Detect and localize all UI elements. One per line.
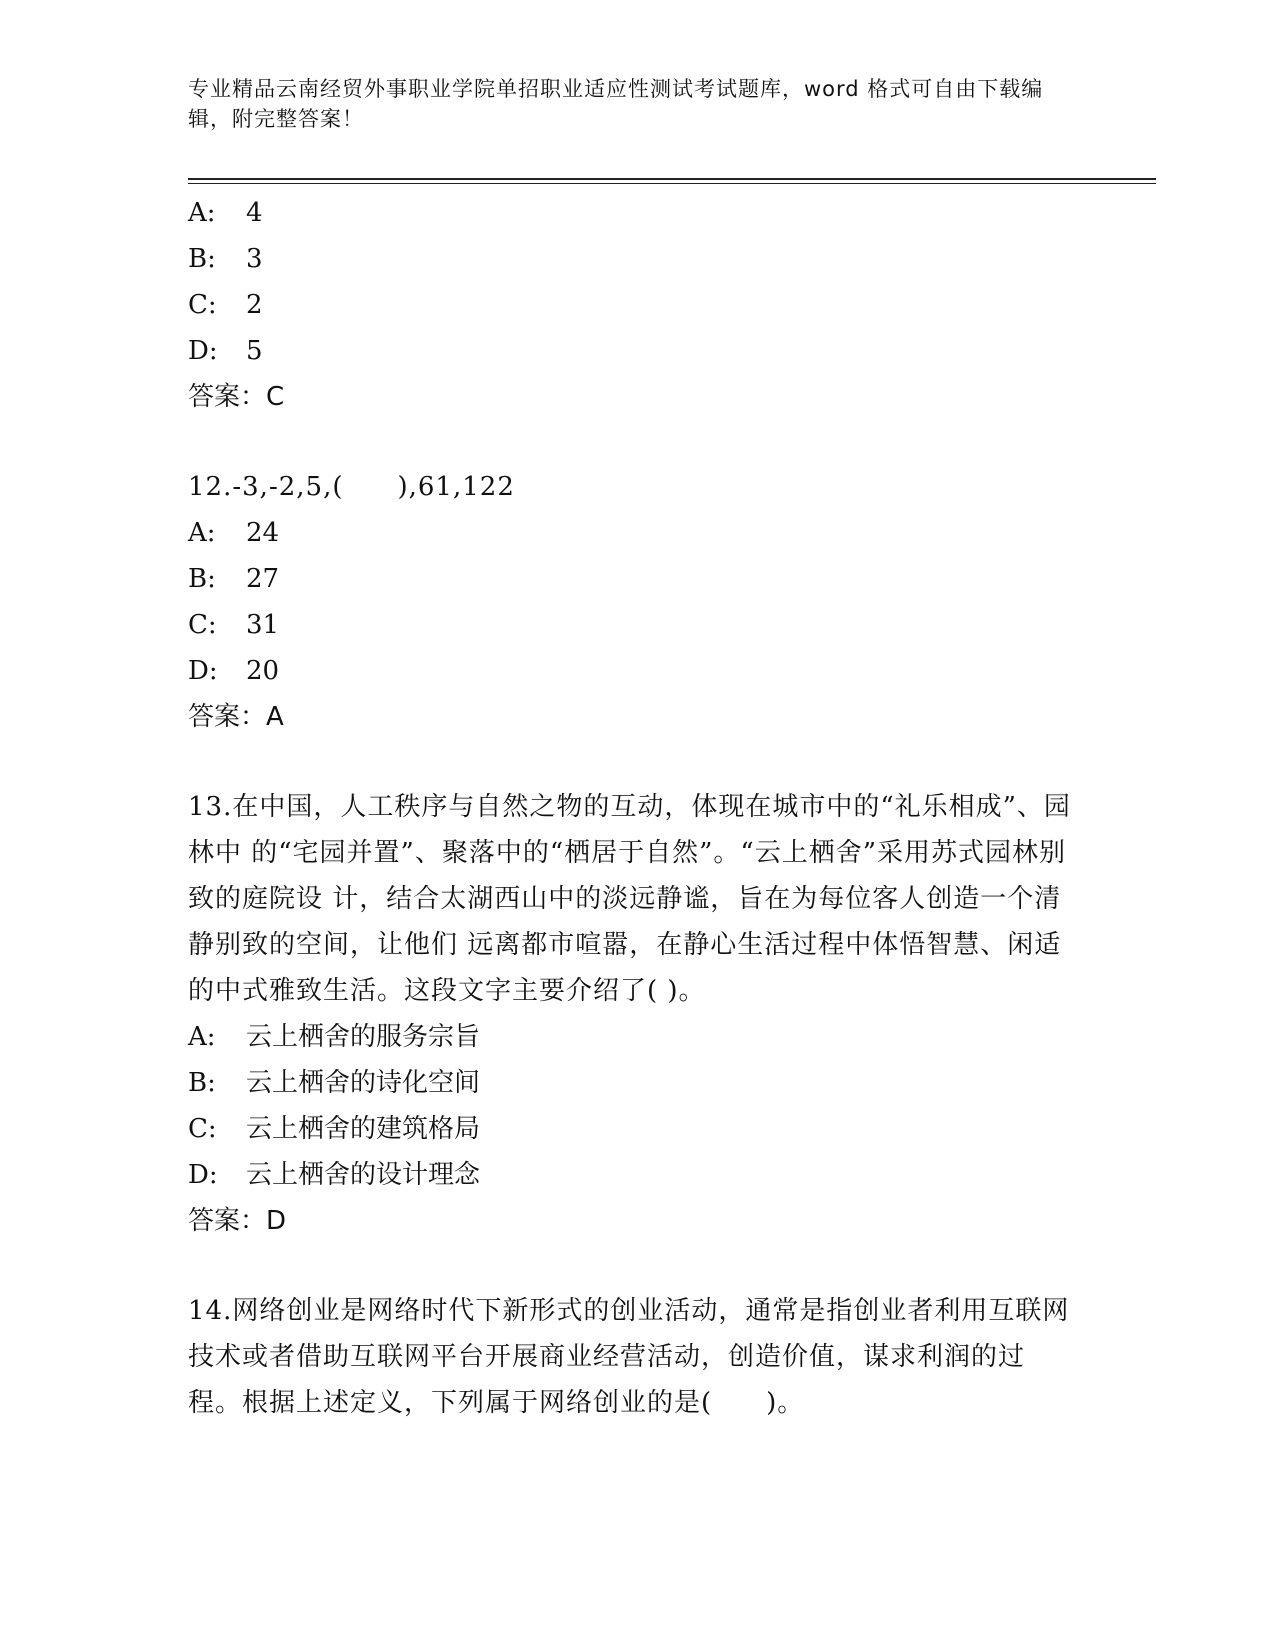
question-13 xyxy=(188,784,1088,1244)
option-c: C: 31 xyxy=(188,610,280,640)
question-14 xyxy=(188,1288,1088,1426)
option-d: D: 5 xyxy=(188,336,263,366)
header-divider-thick xyxy=(188,178,1156,180)
header-divider-thin xyxy=(188,183,1156,184)
option-a: A: 云上栖舍的服务宗旨 xyxy=(188,1022,481,1052)
option-a: A: 4 xyxy=(188,198,263,228)
option-b: B: 3 xyxy=(188,244,263,274)
question-stem: 14.网络创业是网络时代下新形式的创业活动，通常是指创业者利用互联网技术或者借助互联网平台开展商业经营活动，创造价值，谋求利润的过程。根据上述定义，下列属于网络创业的是( )。 xyxy=(188,1296,1070,1418)
question-stem: 13.在中国，人工秩序与自然之物的互动，体现在城市中的“礼乐相成”、园林中 的“宅园并置”、聚落中的“栖居于自然”。“云上栖舍”采用苏式园林别致的庭院设 计，结合太湖西山中的淡远静谧，旨在为每位客人创造一个清静别致的空间，让他们 远离都市喧嚣，在静心生活过程中体悟智慧、闲适的中式雅致生活。这段文字主要介绍了( )。 xyxy=(188,792,1071,1006)
option-d: D: 20 xyxy=(188,656,280,686)
option-c: C: 云上栖舍的建筑格局 xyxy=(188,1114,481,1144)
question-stem: 12.-3,-2,5,( ),61,122 xyxy=(188,472,515,502)
document-body xyxy=(188,190,1088,1426)
answer-line: 答案：C xyxy=(188,382,285,412)
answer-line: 答案：D xyxy=(188,1206,287,1236)
document-header: 专业精品云南经贸外事职业学院单招职业适应性测试考试题库，word 格式可自由下载编辑，附完整答案！ xyxy=(188,77,1044,131)
option-b: B: 云上栖舍的诗化空间 xyxy=(188,1068,481,1098)
question-12 xyxy=(188,464,1088,740)
option-d: D: 云上栖舍的设计理念 xyxy=(188,1160,481,1190)
question-11 xyxy=(188,190,1088,420)
option-c: C: 2 xyxy=(188,290,263,320)
option-b: B: 27 xyxy=(188,564,280,594)
answer-line: 答案：A xyxy=(188,702,284,732)
option-a: A: 24 xyxy=(188,518,280,548)
